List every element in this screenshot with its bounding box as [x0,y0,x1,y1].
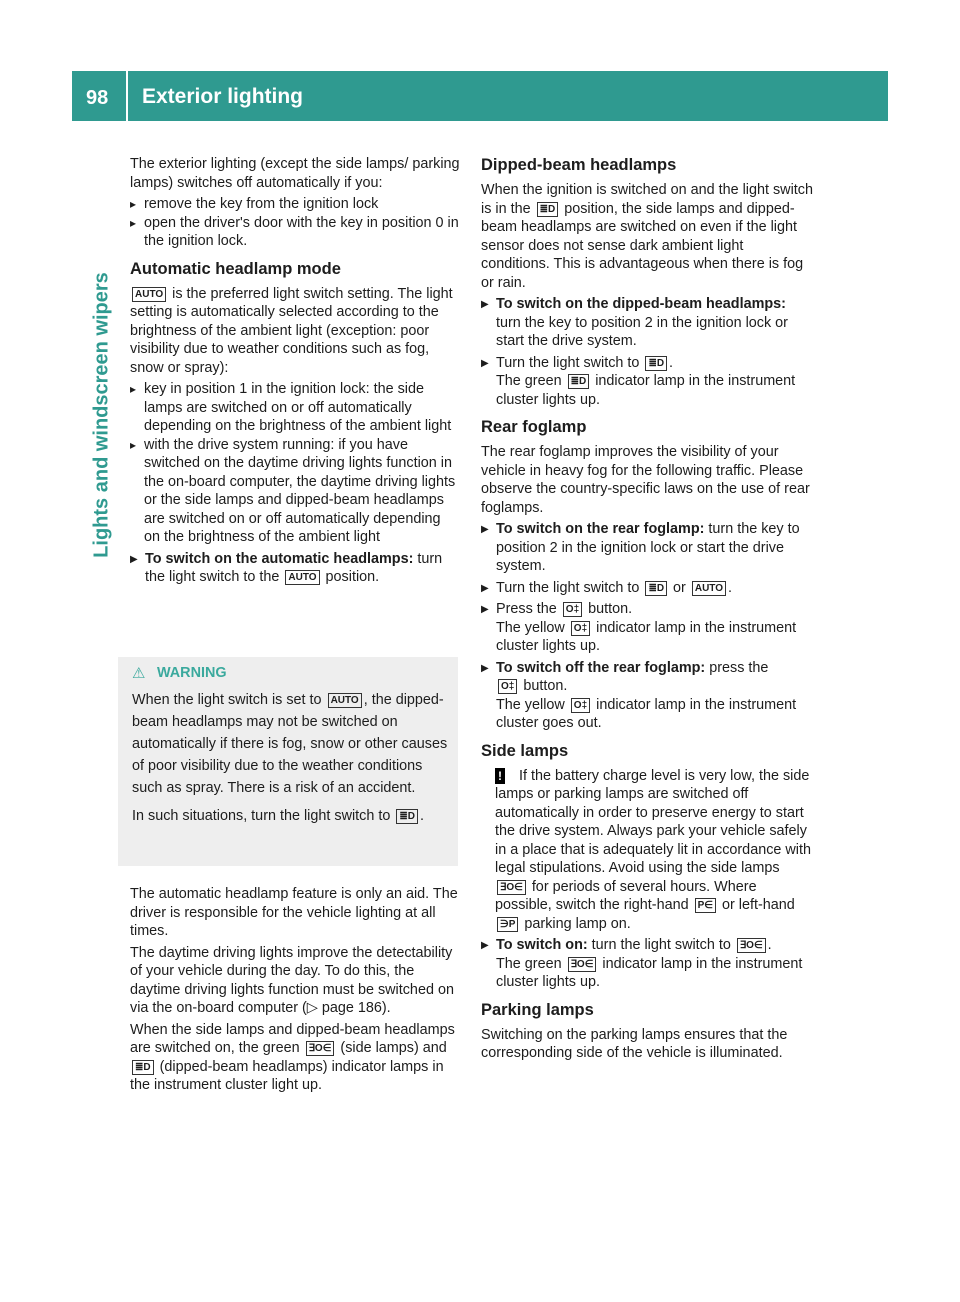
parking-left-icon: ∋P [497,917,518,932]
fog-step-4-c: The yellow [496,696,565,713]
fog-step-2-a: Turn the light switch to [496,579,640,596]
auto-step-text-b: position. [325,569,380,585]
fog-step-4 [481,659,814,733]
side-lamps-icon: ∃O∈ [568,957,597,972]
dipped-beam-icon: ≣D [568,374,590,389]
dipped-step-2-c: The green [496,373,562,389]
auto-icon: AUTO [328,693,362,708]
side-lamps-note [481,767,814,934]
auto-text [130,285,460,378]
side-lamps-heading: Side lamps [481,741,569,760]
warning-icon: ⚠ [132,665,146,682]
fog-step-4-a: press the [709,659,769,676]
auto-heading: Automatic headlamp mode [130,259,341,278]
parking-heading: Parking lamps [481,1000,594,1019]
warning-p1-b: , the dipped-beam headlamps may not be switched on automatically if there is fog, snow or other causes of poor visibility due to the weather conditions such as spray. There is a risk of an accident. [132,692,448,796]
dipped-step-2 [481,354,814,410]
fog-step-4-bold: To switch off the rear foglamp: [496,659,706,676]
list-item: ▸ open the driver's door with the key in position 0 in the ignition lock. [130,214,460,251]
side-step-b: . [767,937,772,953]
para-3-b: (side lamps) and [340,1040,447,1056]
dipped-beam-icon: ≣D [537,202,559,217]
list-item: ▸ with the drive system running: if you have switched on the daytime driving lights function in the on-board computer, the daytime driving lights or the side lamps and dipped-beam headlamps are switched on or off automatically depending on the brightness of the ambient light [130,436,460,547]
rear-foglamp-icon: O‡ [563,602,582,617]
dipped-heading: Dipped-beam headlamps [481,156,677,174]
warning-box [118,657,458,866]
dipped-beam-icon: ≣D [396,809,418,824]
para-3 [130,1021,460,1095]
side-step-d: indicator lamp in the instrument cluster lights up. [496,955,803,990]
fog-heading: Rear foglamp [481,418,587,436]
left-column [130,155,460,590]
list-item: ▸ remove the key from the ignition lock [130,195,460,214]
fog-step-3-a: Press the [496,601,557,617]
rear-foglamp-icon: O‡ [571,621,590,636]
side-note-c: or left-hand [721,897,795,913]
fog-step-1-bold: To switch on the rear foglamp: [496,521,705,537]
auto-text-body: is the preferred light switch setting. The light setting is automatically selected according to the brightness of the ambient light (exception: poor visibility due to weather conditions such as fog, snow or spray): [130,285,453,376]
auto-step-text-a: turn the light switch to the [145,550,443,585]
auto-bullets [130,380,460,547]
side-lamps-icon: ∃O∈ [497,880,526,895]
para-1: The automatic headlamp feature is only an aid. The driver is responsible for the vehicle lighting at all times. [130,886,458,939]
fog-step-3 [481,600,814,656]
header-divider [126,71,128,121]
side-lamps-icon: ∃O∈ [306,1041,335,1056]
auto-step [130,550,460,587]
side-step-a: turn the light switch to [591,937,731,953]
rear-foglamp-icon: O‡ [498,679,517,694]
fog-step-3-c: The yellow [496,619,565,636]
fog-step-2-b: or [673,579,686,596]
dipped-beam-icon: ≣D [645,581,667,596]
dipped-step-2-a: Turn the light switch to [496,354,640,371]
dipped-beam-icon: ≣D [132,1060,154,1075]
page-header [72,71,888,121]
para-3-a: When the side lamps and dipped-beam headlamps are switched on, the green [130,1021,455,1056]
side-step-bold: To switch on: [496,937,588,953]
dipped-step-1 [481,295,814,351]
dipped-text-a: When the ignition is switched on and the light switch is in the [481,182,813,217]
dipped-step-2-d: indicator lamp in the instrument cluster lights up. [496,373,796,408]
side-tab-title: Lights and windscreen wipers [90,272,113,558]
fog-text: The rear foglamp improves the visibility of your vehicle in heavy fog for the following traffic. Please observe the country-specific laws on the use of rear foglamps. [481,444,810,516]
intro-bullets [130,195,460,251]
para-3-c: (dipped-beam headlamps) indicator lamps in the instrument cluster light up. [130,1058,444,1093]
parking-right-icon: P∈ [695,898,716,913]
warning-p1 [132,689,454,799]
side-lamps-icon: ∃O∈ [737,938,766,953]
list-item: ▸ key in position 1 in the ignition lock: the side lamps are switched on or off automatically depending on the brightness of the ambient light [130,380,460,436]
warning-p2-a: In such situations, turn the light switch to [132,808,391,824]
auto-icon: AUTO [285,570,319,585]
side-tab [82,195,122,635]
fog-step-4-b: button. [523,678,568,694]
side-step [481,936,814,992]
fog-step-2-c: . [728,579,732,596]
intro-text: The exterior lighting (except the side lamps/ parking lamps) switches off automatically if you: [130,156,460,191]
page-number: 98 [86,87,109,109]
parking-text: Switching on the parking lamps ensures that the corresponding side of the vehicle is illuminated. [481,1026,788,1061]
dipped-step-2-b: . [669,354,674,371]
fog-step-1-text: turn the key to position 2 in the ignition lock or start the drive system. [496,521,800,574]
dipped-text-b: position, the side lamps and dipped-beam headlamps are switched on even if the light sensor does not sense dark ambient light conditions. This is advantageous when there is fog or rain. [481,200,804,291]
side-note-b: for periods of several hours. Where possible, switch the right-hand [495,878,757,913]
side-note-a: If the battery charge level is very low, the side lamps or parking lamps are switched off automatically in order to preserve energy to start the drive system. Always park your vehicle safely in a place that is adequately lit in accordance with legal stipulations. Avoid using the side lamps [495,767,811,876]
fog-step-4-d: indicator lamp in the instrument cluster goes out. [496,696,797,731]
fog-step-2 [481,579,814,598]
warning-p2 [132,805,454,827]
warning-body [132,689,454,833]
warning-p1-a: When the light switch is set to [132,692,322,708]
dipped-step-1-text: turn the key to position 2 in the ignition lock or start the drive system. [496,314,788,349]
page-title: Exterior lighting [142,85,304,108]
warning-p2-b: . [419,808,424,824]
side-step-c: The green [496,955,562,972]
fog-step-3-b: button. [588,601,633,617]
para-2: The daytime driving lights improve the detectability of your vehicle during the day. To do this, the daytime driving lights function must be switched on via the on-board computer (▷ page 186). [130,944,454,1016]
side-note-d: parking lamp on. [524,915,631,932]
rear-foglamp-icon: O‡ [571,698,590,713]
dipped-beam-icon: ≣D [645,356,667,371]
fog-step-1 [481,520,814,576]
dipped-step-1-bold: To switch on the dipped-beam headlamps: [496,296,786,312]
right-column [481,155,814,1066]
auto-step-bold: To switch on the automatic headlamps: [145,550,414,567]
auto-icon: AUTO [692,581,726,596]
exclamation-icon: ! [495,768,505,784]
dipped-text [481,181,814,292]
auto-icon: AUTO [132,287,166,302]
warning-title: WARNING [157,665,227,681]
left-column-lower [130,885,460,1098]
fog-step-3-d: indicator lamp in the instrument cluster lights up. [496,619,797,654]
